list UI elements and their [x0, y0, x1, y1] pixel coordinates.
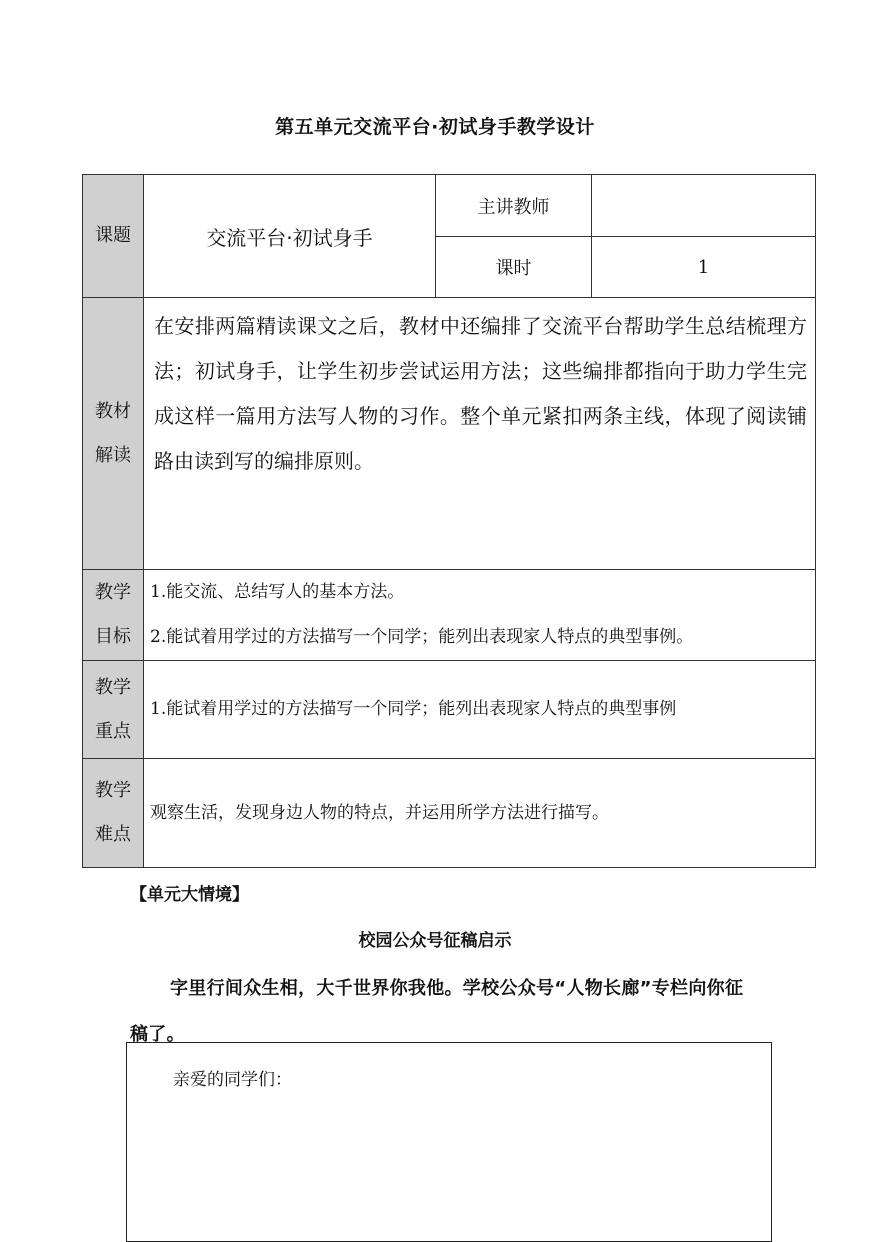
material-text: 在安排两篇精读课文之后，教材中还编排了交流平台帮助学生总结梳理方法；初试身手，让学生初步尝试运用方法；这些编排都指向于助力学生完成这样一篇用方法写人物的习作。整个单元紧扣两条主线，体现了阅读铺路由读到写的编排原则。	[154, 314, 807, 473]
material-label: 教材 解读	[83, 298, 144, 570]
goal-item: 2.能试着用学过的方法描写一个同学；能列出表现家人特点的典型事例。	[150, 627, 694, 647]
focus-text: 1.能试着用学过的方法描写一个同学；能列出表现家人特点的典型事例	[150, 699, 677, 719]
difficulty-text: 观察生活，发现身边人物的特点，并运用所学方法进行描写。	[150, 802, 609, 823]
lesson-plan-table	[82, 174, 816, 868]
goal-item: 1.能交流、总结写人的基本方法。	[150, 582, 405, 602]
goals-label: 教学 目标	[83, 570, 144, 661]
difficulty-cell	[144, 759, 816, 868]
hours-value: 1	[592, 237, 816, 298]
focus-label: 教学 重点	[83, 661, 144, 759]
scenario-heading: 【单元大情境】	[130, 885, 249, 905]
focus-cell	[144, 661, 816, 759]
goals-cell	[144, 570, 816, 661]
teacher-label: 主讲教师	[436, 175, 592, 237]
letter-greeting: 亲爱的同学们：	[173, 1070, 292, 1090]
teacher-value	[592, 175, 816, 237]
topic-value: 交流平台·初试身手	[144, 175, 436, 298]
letter-box	[126, 1042, 772, 1242]
notice-title: 校园公众号征稿启示	[358, 931, 512, 951]
document-title: 第五单元交流平台·初试身手教学设计	[275, 116, 595, 138]
difficulty-label: 教学 难点	[83, 759, 144, 868]
notice-body: 字里行间众生相，大千世界你我他。学校公众号“人物长廊”专栏向你征稿了。	[130, 978, 744, 1045]
topic-label: 课题	[83, 175, 144, 298]
hours-label: 课时	[436, 237, 592, 298]
material-cell	[144, 298, 816, 570]
